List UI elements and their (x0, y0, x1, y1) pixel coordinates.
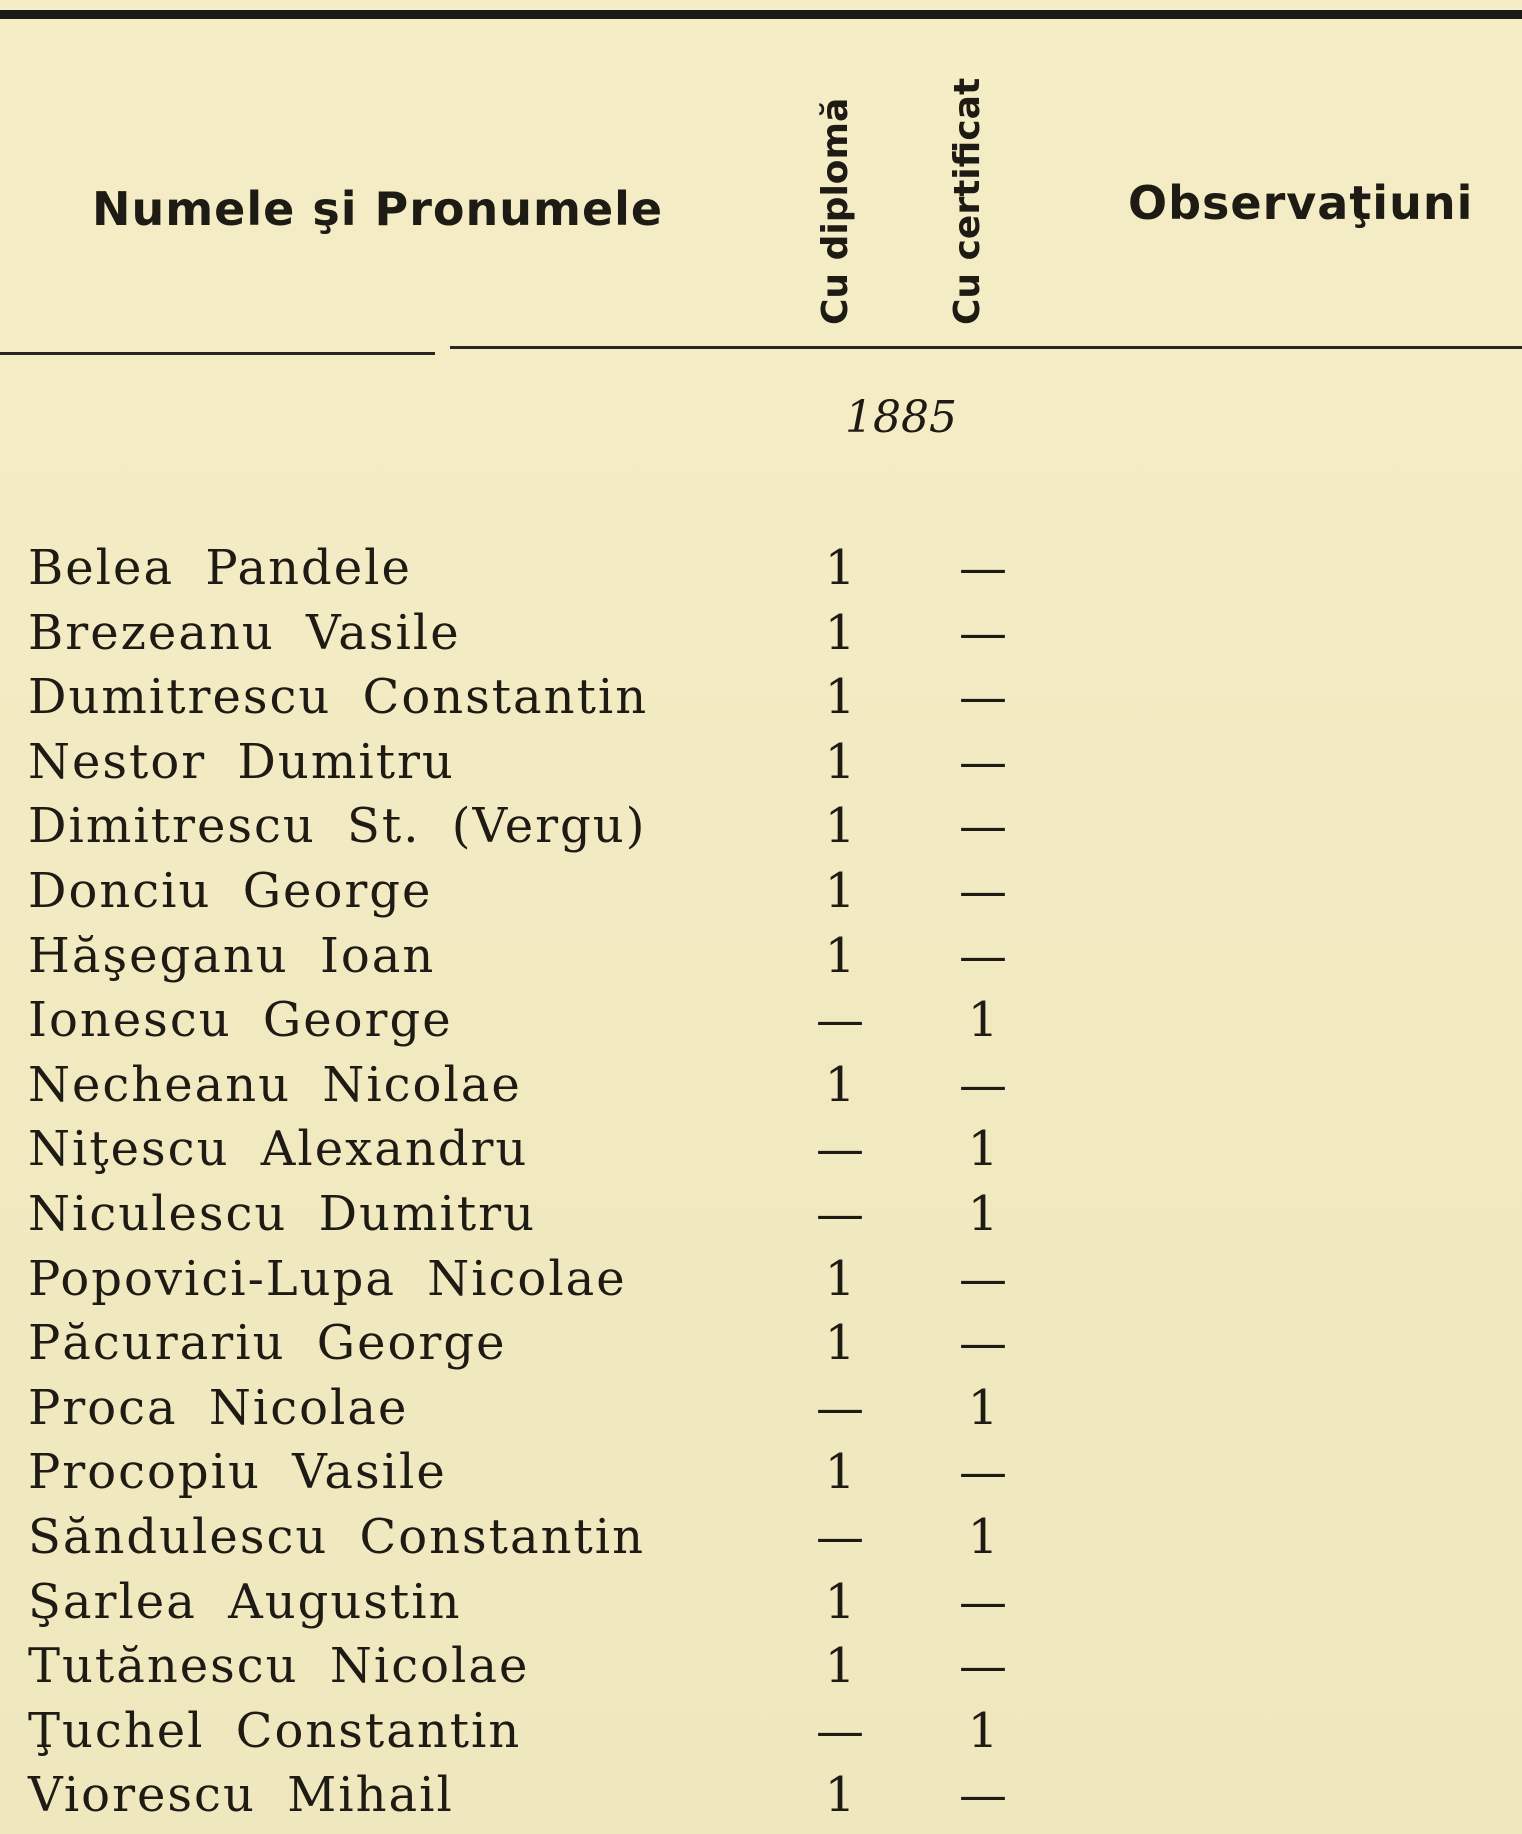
certificate-value: — (959, 733, 1007, 790)
certificate-value: — (959, 1250, 1007, 1307)
certificate-value: 1 (967, 1702, 999, 1759)
certificate-value: — (959, 1056, 1007, 1113)
table-row (0, 1442, 1522, 1502)
table-row (0, 1507, 1522, 1567)
column-header-observations: Observaţiuni (1128, 176, 1474, 230)
table-row (0, 861, 1522, 921)
person-name: Hăşeganu Ioan (28, 927, 436, 984)
certificate-value: — (959, 540, 1007, 596)
diploma-value: — (816, 1702, 864, 1759)
certificate-value: 1 (967, 1379, 999, 1436)
person-name: Tutănescu Nicolae (28, 1638, 530, 1695)
diploma-value: — (816, 992, 864, 1049)
person-name: Popovici-Lupa Nicolae (28, 1250, 627, 1307)
table-row (0, 1313, 1522, 1373)
diploma-value: — (816, 1379, 864, 1436)
person-name: Niculescu Dumitru (28, 1186, 537, 1242)
certificate-value: — (959, 1638, 1007, 1695)
table-row (0, 1119, 1522, 1179)
person-name: Păcurariu George (28, 1315, 507, 1372)
person-name: Brezeanu Vasile (28, 604, 461, 661)
table-row (0, 1184, 1522, 1244)
table-row (0, 1055, 1522, 1115)
person-name: Belea Pandele (28, 540, 412, 596)
column-header-certificate: Cu certificat (947, 77, 988, 325)
diploma-value: 1 (824, 669, 856, 726)
table-row (0, 926, 1522, 986)
certificate-value: — (959, 1444, 1007, 1501)
certificate-value: 1 (967, 1186, 999, 1242)
person-name: Şarlea Augustin (28, 1573, 462, 1630)
person-name: Donciu George (28, 863, 433, 919)
diploma-value: 1 (824, 604, 856, 661)
person-name: Ţuchel Constantin (28, 1702, 522, 1759)
certificate-value: — (959, 863, 1007, 919)
year-heading: 1885 (845, 392, 957, 443)
certificate-value: 1 (967, 1121, 999, 1178)
header-rule (0, 352, 435, 355)
diploma-value: 1 (824, 733, 856, 790)
table-row (0, 1249, 1522, 1309)
certificate-value: — (959, 604, 1007, 661)
diploma-value: 1 (824, 1767, 856, 1824)
table-row (0, 1636, 1522, 1696)
person-name: Procopiu Vasile (28, 1444, 447, 1501)
person-name: Necheanu Nicolae (28, 1056, 522, 1113)
diploma-value: 1 (824, 927, 856, 984)
column-header-names: Numele şi Pronumele (92, 182, 664, 236)
table-row (0, 1572, 1522, 1632)
table-row (0, 1701, 1522, 1761)
person-name: Viorescu Mihail (28, 1767, 454, 1824)
table-row (0, 796, 1522, 856)
diploma-value: 1 (824, 1573, 856, 1630)
column-header-diploma: Cu diplomă (815, 97, 856, 325)
table-row (0, 667, 1522, 727)
header-rule (450, 346, 1522, 349)
person-name: Dimitrescu St. (Vergu) (28, 798, 647, 855)
diploma-value: 1 (824, 863, 856, 919)
certificate-value: — (959, 669, 1007, 726)
table-row (0, 732, 1522, 792)
certificate-value: — (959, 1573, 1007, 1630)
person-name: Proca Nicolae (28, 1379, 409, 1436)
diploma-value: 1 (824, 1444, 856, 1501)
certificate-value: — (959, 927, 1007, 984)
certificate-value: — (959, 1315, 1007, 1372)
person-name: Nestor Dumitru (28, 733, 455, 790)
diploma-value: 1 (824, 1250, 856, 1307)
person-name: Ionescu George (28, 992, 453, 1049)
person-name: Dumitrescu Constantin (28, 669, 649, 726)
table-row (0, 603, 1522, 663)
diploma-value: 1 (824, 540, 856, 596)
diploma-value: — (816, 1186, 864, 1242)
diploma-value: 1 (824, 1315, 856, 1372)
table-row (0, 538, 1522, 598)
diploma-value: 1 (824, 1056, 856, 1113)
certificate-value: — (959, 1767, 1007, 1824)
person-name: Săndulescu Constantin (28, 1509, 646, 1565)
diploma-value: 1 (824, 1638, 856, 1695)
person-name: Niţescu Alexandru (28, 1121, 529, 1178)
table-row (0, 1765, 1522, 1825)
diploma-value: — (816, 1121, 864, 1178)
top-rule (0, 10, 1522, 19)
diploma-value: — (816, 1509, 864, 1565)
table-row (0, 990, 1522, 1050)
certificate-value: 1 (967, 992, 999, 1049)
certificate-value: 1 (967, 1509, 999, 1565)
certificate-value: — (959, 798, 1007, 855)
table-row (0, 1378, 1522, 1438)
diploma-value: 1 (824, 798, 856, 855)
